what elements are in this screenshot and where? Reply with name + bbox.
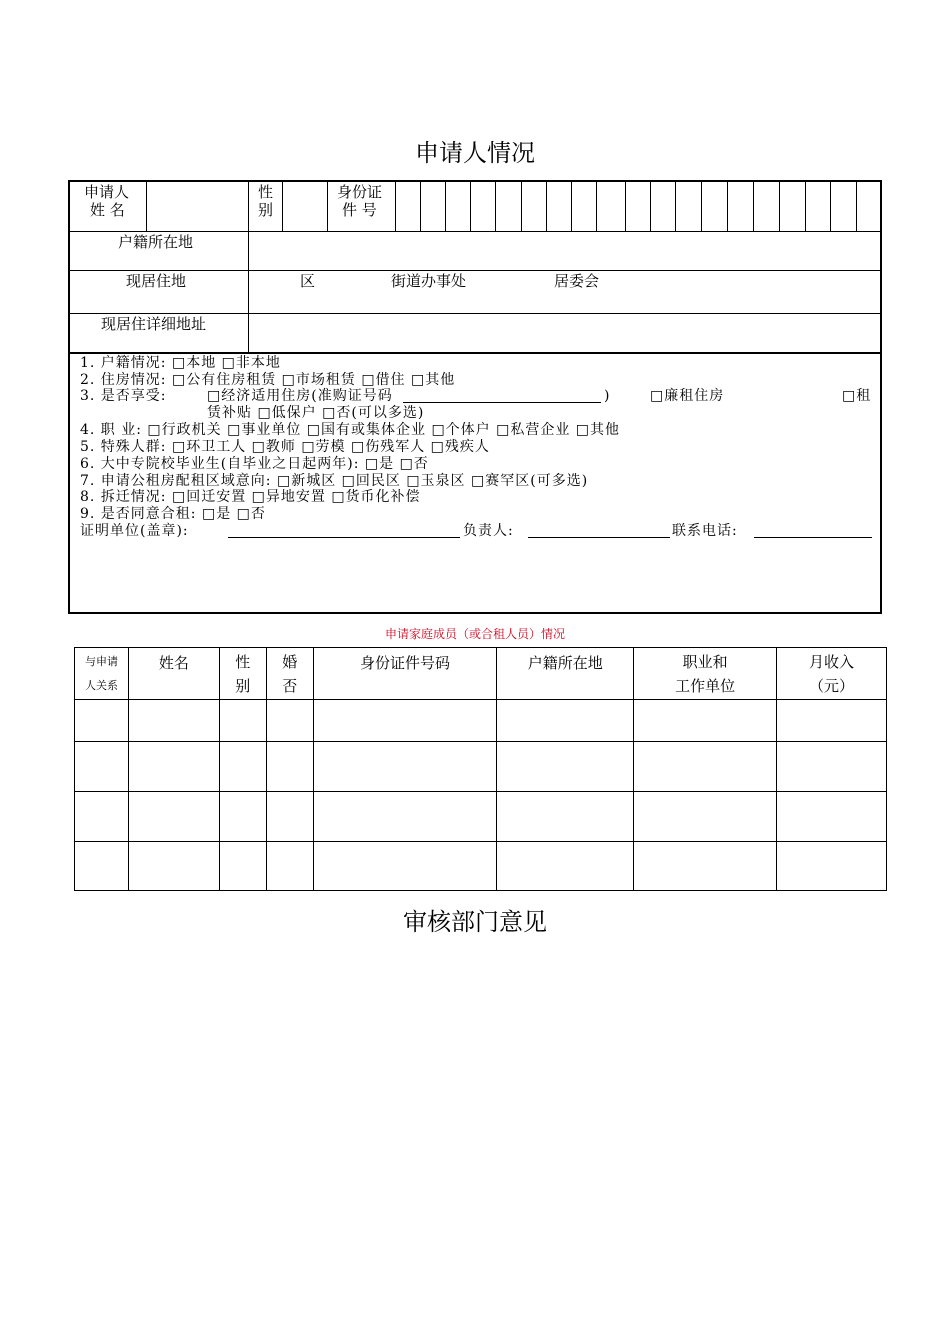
- item-benefit-close: ): [604, 388, 611, 404]
- item-relocation: 8. 拆迁情况: □回迁安置 □异地安置 □货币化补偿: [80, 489, 421, 505]
- applicant-info-table: [68, 180, 882, 354]
- family-section-title: 申请家庭成员（或合租人员）情况: [384, 627, 565, 641]
- phone-label: 联系电话:: [672, 523, 738, 539]
- family-members-table: [74, 647, 887, 891]
- header-marital: 婚 否: [266, 648, 313, 700]
- gender-label-2: 别: [258, 201, 274, 219]
- header-gender: 性 别: [219, 648, 266, 700]
- table-row: [75, 792, 887, 842]
- header-income: 月收入 （元）: [777, 648, 887, 700]
- applicant-name-label-2: 姓 名: [90, 201, 125, 219]
- header-id-number: 身份证件号码: [313, 648, 497, 700]
- district-label: 区: [300, 272, 316, 290]
- cert-unit-label: 证明单位(盖章):: [80, 523, 189, 539]
- phone-line[interactable]: [754, 523, 872, 538]
- header-name: 姓名: [128, 648, 219, 700]
- id-label: 身份证: [337, 183, 383, 201]
- table-row: [75, 700, 887, 742]
- item-occupation: 4. 职 业: □行政机关 □事业单位 □国有或集体企业 □个体户 □私营企业 □其他: [80, 422, 621, 438]
- item-benefit-lowrent: □廉租住房: [650, 388, 725, 404]
- responsible-line[interactable]: [528, 523, 670, 538]
- page-title: 申请人情况: [415, 139, 535, 167]
- hukou-label: 户籍所在地: [118, 233, 194, 251]
- residence-label: 现居住地: [126, 272, 187, 290]
- id-label-2: 件 号: [342, 201, 377, 219]
- item-benefit-econ: □经济适用住房(准购证号码: [207, 388, 393, 404]
- header-job: 职业和 工作单位: [634, 648, 777, 700]
- item-district-intent: 7. 申请公租房配租区域意向: □新城区 □回民区 □玉泉区 □赛罕区(可多选): [80, 473, 589, 489]
- cert-unit-line[interactable]: [228, 523, 460, 538]
- item-benefit-rent: □租: [842, 388, 872, 404]
- subdistrict-label: 街道办事处: [391, 272, 467, 290]
- item-hukou: 1. 户籍情况: □本地 □非本地: [80, 355, 281, 371]
- item-benefit-label: 3. 是否享受:: [80, 388, 167, 404]
- table-row: [75, 742, 887, 792]
- gender-label: 性: [258, 183, 274, 201]
- item-special-group: 5. 特殊人群: □环卫工人 □教师 □劳模 □伤残军人 □残疾人: [80, 439, 490, 455]
- item-benefit-cont: 赁补贴 □低保户 □否(可以多选): [207, 405, 425, 421]
- responsible-label: 负责人:: [463, 523, 514, 539]
- applicant-name-label: 申请人: [84, 183, 130, 201]
- item-graduate: 6. 大中专院校毕业生(自毕业之日起两年): □是 □否: [80, 456, 429, 472]
- table-row: [75, 842, 887, 891]
- committee-label: 居委会: [554, 272, 600, 290]
- header-relation: 与申请 人关系: [75, 648, 129, 700]
- item-shared-rent: 9. 是否同意合租: □是 □否: [80, 506, 266, 522]
- header-hukou: 户籍所在地: [497, 648, 634, 700]
- review-title: 审核部门意见: [403, 908, 547, 936]
- applicant-conditions-box: [68, 352, 882, 614]
- item-housing: 2. 住房情况: □公有住房租赁 □市场租赁 □借住 □其他: [80, 372, 456, 388]
- address-label: 现居住详细地址: [101, 315, 207, 333]
- permit-number-line[interactable]: [403, 388, 601, 403]
